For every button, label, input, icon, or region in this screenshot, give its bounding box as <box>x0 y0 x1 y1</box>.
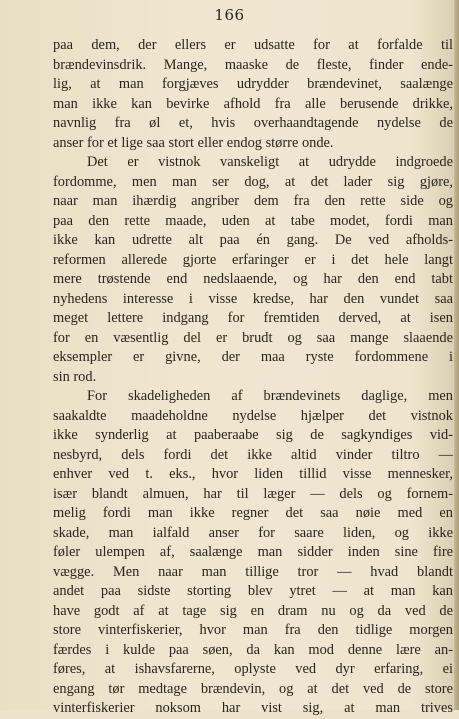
text-line: eksempler er givne, der maa ryste fordommene i <box>53 349 453 365</box>
text-line: mere trøstende end nedslaaende, og har den end tabt <box>53 271 453 287</box>
text-line: man ikke kan bevirke afhold fra alle berusende drikke, <box>53 95 453 112</box>
text-line: have godt af at tage sig en dram nu og da ved de <box>53 602 453 619</box>
text-line: ikke synderlig at paaberaabe sig de sagkyndiges vid- <box>53 427 453 443</box>
text-line: melig fordi man ikke regner det saa nøie med en <box>53 505 453 521</box>
text-line: for en væsentlig del er brudt og saa mange slaaende <box>53 329 453 346</box>
text-line: engang tør medtage brændevin, og at det ved de store <box>53 680 453 697</box>
text-line: føler ulempen af, saalænge man sidder inden sine fire <box>53 544 453 560</box>
text-line: nyhedens interesse i visse kredse, har den vundet saa <box>53 290 453 307</box>
text-line: paa den rette maade, uden at tabe modet, fordi man <box>53 212 453 229</box>
text-line: lig, at man forgjæves udrydder brændevinet, saalænge <box>53 76 453 92</box>
text-line: anser for et lige saa stort eller endog større onde. <box>53 134 334 151</box>
text-line: For skadeligheden af brændevinets daglige, men <box>87 388 453 404</box>
text-line: navnlig fra øl et, hvis overhaandtagende nydelse de <box>53 115 453 131</box>
text-line: enhver ved t. eks., hvor liden tillid visse mennesker, <box>53 466 453 482</box>
text-line: føres, at ishavsfarerne, oplyste ved dyr erfaring, ei <box>53 661 453 677</box>
page-number: 166 <box>214 6 245 24</box>
text-line: saakaldte maadeholdne nydelse hjælper det vistnok <box>53 407 453 424</box>
text-line: Det er vistnok vanskeligt at udrydde indgroede <box>87 154 453 170</box>
text-line: andet paa sidste storting blev ytret — at man kan <box>53 583 453 599</box>
text-line: sin rod. <box>53 368 97 385</box>
text-line: skade, man ialfald anser for saare liden, og ikke <box>53 524 453 541</box>
text-line: naar man ihærdig angriber dem fra den rette side og <box>53 193 453 209</box>
text-line: vinterfiskerier noksom har vist sig, at man trives <box>53 700 453 716</box>
text-line: paa dem, der ellers er udsatte for at forfalde til <box>53 37 453 53</box>
text-line: store vinterfiskerier, hvor man fra den tidlige morgen <box>53 622 453 638</box>
text-line: fordomme, men man ser dog, at det lader sig gjøre, <box>53 173 453 190</box>
text-line: ikke kan udrette alt paa én gang. De ved afholds- <box>53 232 453 248</box>
text-line: brændevinsdrik. Mange, maaske de fleste, finder ende- <box>53 56 453 73</box>
text-line: meget lettere indgang for fremtiden derved, at isen <box>53 310 453 326</box>
page-edge <box>454 0 459 710</box>
text-line: nesbyrd, dels fordi det ikke altid vinder tiltro — <box>53 446 453 463</box>
text-line: især blandt almuen, har til læger — dels og fornem- <box>53 485 453 502</box>
text-line: vægge. Men naar man tillige tror — hvad blandt <box>53 563 453 580</box>
body-text <box>53 36 453 719</box>
text-line: færdes i kulde paa søen, da kan mod denne lære an- <box>53 641 453 658</box>
text-line: reformen allerede gjorte erfaringer er i det hele langt <box>53 251 453 268</box>
